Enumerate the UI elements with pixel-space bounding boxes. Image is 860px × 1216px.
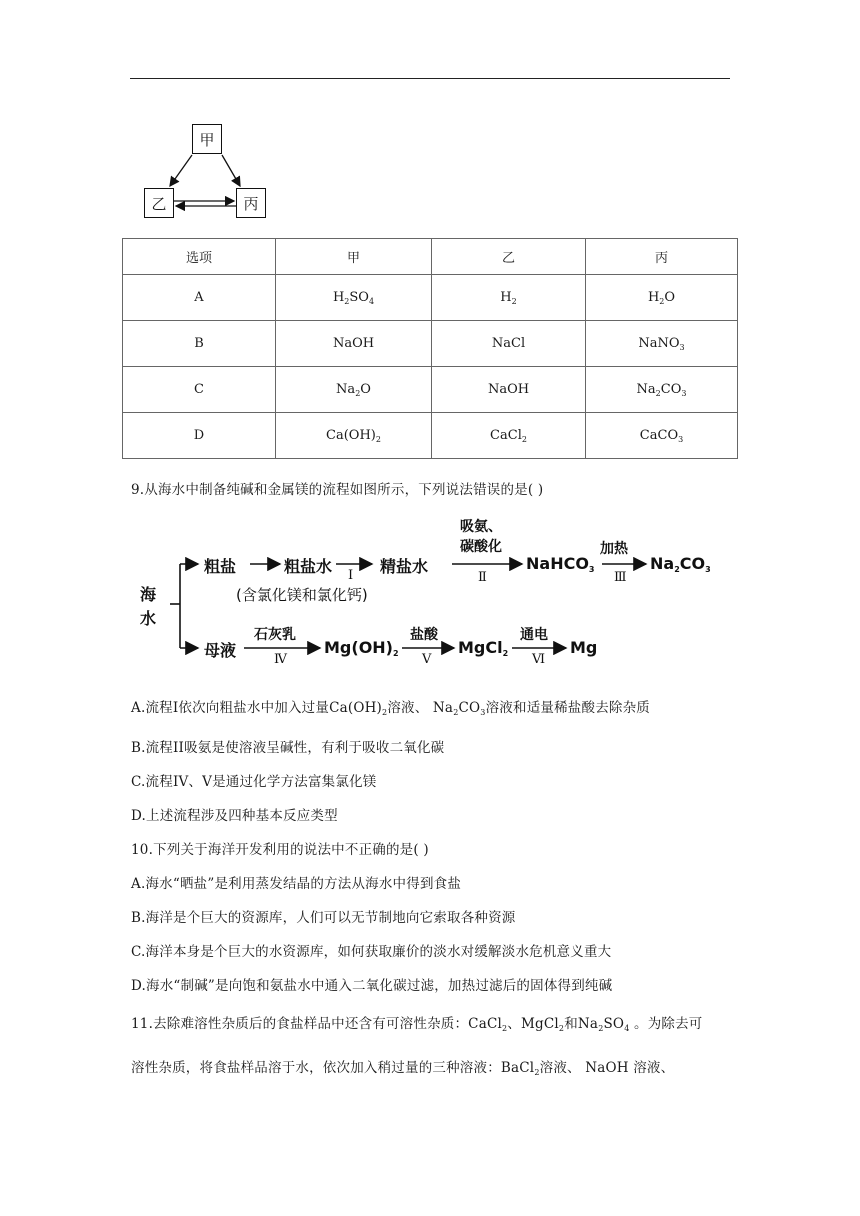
- table-row: [123, 413, 738, 459]
- cell-jia: $Ca(OH)_2$: [276, 413, 432, 459]
- step-3-label: Ⅲ: [614, 570, 627, 585]
- table-row: [123, 321, 738, 367]
- step-6-label: Ⅵ: [532, 652, 546, 667]
- cell-jia: $Na_2O$: [276, 367, 432, 413]
- table-row: [123, 367, 738, 413]
- carbonation-label: 碳酸化: [460, 539, 502, 555]
- row-option: D: [123, 413, 276, 459]
- header-yi: 乙: [432, 239, 586, 275]
- crude-brine-label: 粗盐水: [284, 557, 333, 576]
- question-11-line-2: 溶性杂质，将食盐样品溶于水，依次加入稍过量的三种溶液：BaCl$_2$溶液、 NaOH 溶液、: [131, 1060, 675, 1077]
- node-jia: 甲: [192, 124, 222, 154]
- cell-bing: $Na_2CO_3$: [586, 367, 738, 413]
- crude-salt-label: 粗盐: [204, 557, 237, 576]
- header-jia: 甲: [276, 239, 432, 275]
- cell-yi: NaOH: [432, 367, 586, 413]
- cell-bing: $H_2O$: [586, 275, 738, 321]
- refined-brine-label: 精盐水: [380, 557, 429, 576]
- brine-note: (含氯化镁和氯化钙): [236, 586, 368, 604]
- step-2-label: Ⅱ: [478, 570, 487, 585]
- header-rule: [130, 78, 730, 79]
- q9-option-d: D.上述流程涉及四种基本反应类型: [131, 808, 338, 824]
- table-row: [123, 275, 738, 321]
- step-1-label: Ⅰ: [348, 568, 354, 583]
- cell-jia: NaOH: [276, 321, 432, 367]
- nahco3-label: NaHCO$_3$: [526, 554, 595, 574]
- mgoh2-label: $Mg(OH)_2$: [324, 638, 399, 658]
- seawater-label-1: 海: [140, 585, 157, 604]
- mgcl2-label: MgCl$_2$: [458, 638, 509, 658]
- step-5-label: Ⅴ: [422, 652, 432, 667]
- q10-option-a: A.海水“晒盐”是利用蒸发结晶的方法从海水中得到食盐: [131, 876, 462, 892]
- q10-option-c: C.海洋本身是个巨大的水资源库，如何获取廉价的淡水对缓解淡水危机意义重大: [131, 944, 612, 960]
- cell-bing: NaNO$_3$: [586, 321, 738, 367]
- heat-label: 加热: [600, 541, 628, 557]
- q9-option-c: C.流程IV、V是通过化学方法富集氯化镁: [131, 774, 377, 790]
- options-table: [122, 238, 738, 459]
- row-option: C: [123, 367, 276, 413]
- cell-yi: $H_2$: [432, 275, 586, 321]
- node-bing: 丙: [236, 188, 266, 218]
- step-4-label: Ⅳ: [274, 652, 287, 667]
- q9-option-b: B.流程II吸氨是使溶液呈碱性，有利于吸收二氧化碳: [131, 740, 445, 756]
- node-yi: 乙: [144, 188, 174, 218]
- relation-triangle-diagram: [140, 122, 275, 222]
- ammonia-absorb-label: 吸氨、: [460, 519, 502, 535]
- q9-option-a: A.流程I依次向粗盐水中加入过量$Ca(OH)_2$溶液、 $Na_2CO_3$溶液和适量稀盐酸去除杂质: [131, 700, 650, 717]
- mg-label: Mg: [570, 638, 598, 657]
- header-option: 选项: [123, 239, 276, 275]
- q10-option-b: B.海洋是个巨大的资源库，人们可以无节制地向它索取各种资源: [131, 910, 516, 926]
- electrolysis-label: 通电: [520, 627, 548, 643]
- question-9-stem: 9.从海水中制备纯碱和金属镁的流程如图所示，下列说法错误的是( ): [131, 482, 544, 498]
- cell-yi: NaCl: [432, 321, 586, 367]
- mother-liquor-label: 母液: [204, 641, 237, 660]
- cell-bing: CaCO$_3$: [586, 413, 738, 459]
- row-option: A: [123, 275, 276, 321]
- table-header-row: [123, 239, 738, 275]
- header-bing: 丙: [586, 239, 738, 275]
- na2co3-label: $Na_2CO_3$: [650, 554, 711, 574]
- lime-milk-label: 石灰乳: [254, 627, 296, 643]
- cell-jia: $H_2SO_4$: [276, 275, 432, 321]
- q10-option-d: D.海水“制碱”是向饱和氨盐水中通入二氧化碳过滤，加热过滤后的固体得到纯碱: [131, 978, 613, 994]
- seawater-process-flow-diagram: [134, 512, 734, 672]
- question-10-stem: 10.下列关于海洋开发利用的说法中不正确的是( ): [131, 842, 429, 858]
- question-11-line-1: 11.去除难溶性杂质后的食盐样品中还含有可溶性杂质：CaCl$_2$、MgCl$_2$和$Na_2SO_4$ 。为除去可: [131, 1016, 703, 1033]
- seawater-label-2: 水: [140, 609, 157, 628]
- hcl-label: 盐酸: [410, 627, 438, 643]
- cell-yi: CaCl$_2$: [432, 413, 586, 459]
- row-option: B: [123, 321, 276, 367]
